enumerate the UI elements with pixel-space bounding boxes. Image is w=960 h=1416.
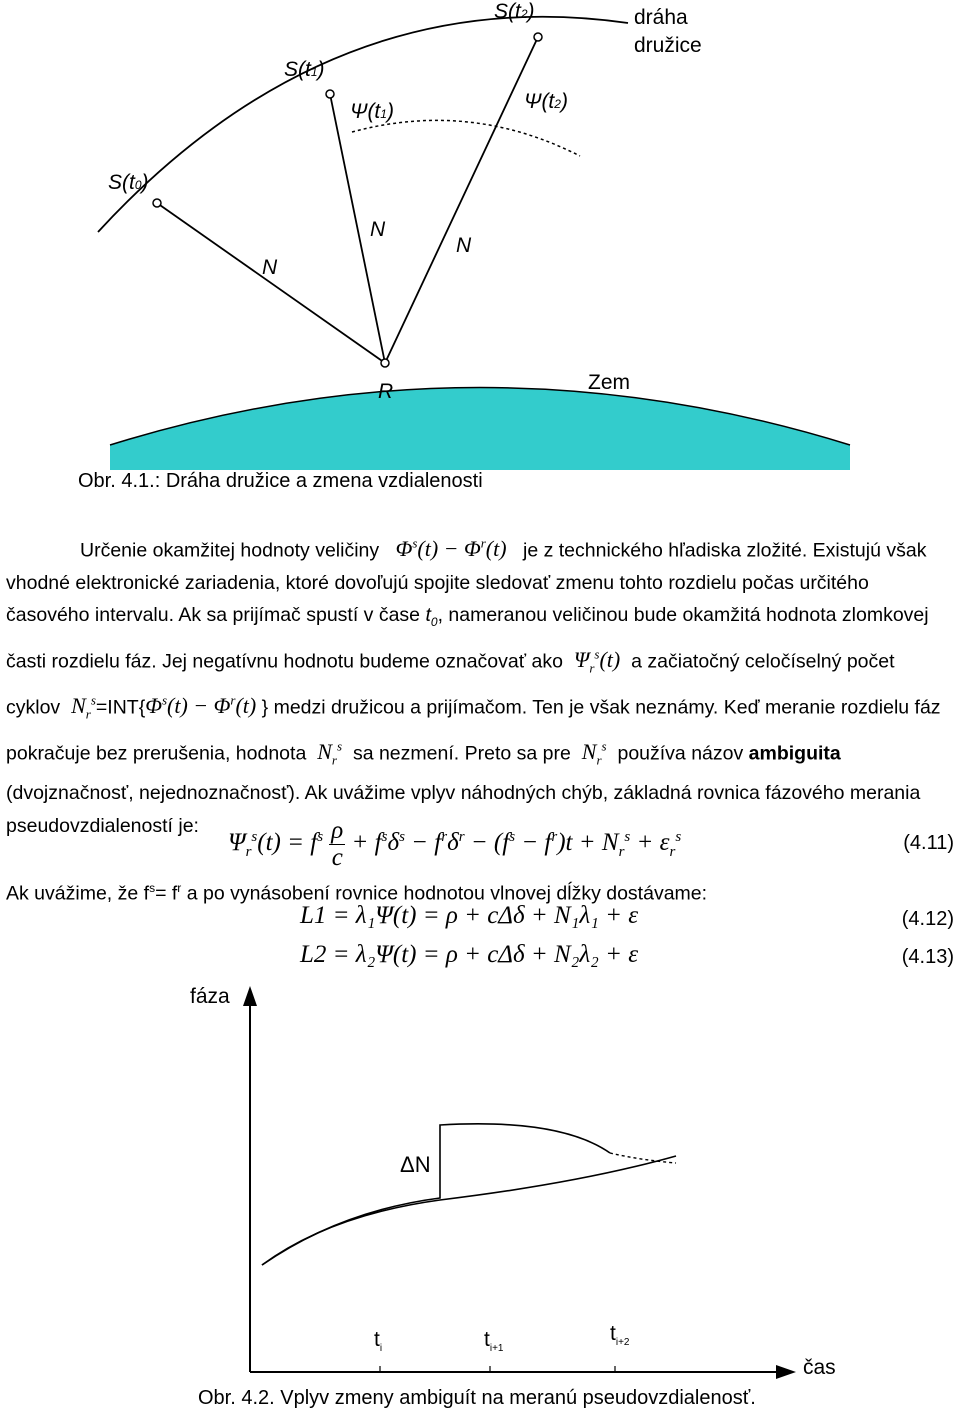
label-s-t2: S(t2) bbox=[494, 0, 535, 23]
y-axis-label: fáza bbox=[190, 985, 230, 1008]
body-paragraph-1: Určenie okamžitej hodnoty veličiny $\Phi^s(t) - \Phi^r(t)$ je z technického hľadiska zložité. Existujú však vhodné elektronické zariadenia, ktoré dovoľujú spojite sledovať zmenu tohto rozdielu počas určitého časového intervalu. Ak sa prijímač spustí v čase $t_0$, nameranou veličinou bude okamžitá hodnota zlomkovej časti rozdielu fáz. Jej negatívnu hodnotu budeme označovať ako $\Psi_r^s(t)$ a začiatočný celočíselný počet cyklov $N_r^s=INT\{\Phi^s(t) - \Phi^r(t)$ } medzi družicou a prijímačom. Ten je však neznámy. Keď meranie rozdielu fáz pokračuje bez prerušenia, hodnota $N_r^s$ sa nezmení. Preto sa pre $N_r^s$ používa názov ambiguita (dvojznačnosť, nejednoznačnosť). Ak uvážime vplyv náhodných chýb, základná rovnica fázového merania pseudovzdialeností je: bbox=[6, 536, 941, 837]
phase-difference-formula: $\Phi^s(t) - \Phi^r(t)$ bbox=[384, 536, 518, 562]
label-n-t2: N bbox=[456, 234, 472, 257]
label-psi-t2: Ψ(t2) bbox=[524, 90, 568, 113]
label-earth: Zem bbox=[588, 371, 630, 394]
equation-4-13-number: (4.13) bbox=[901, 946, 954, 968]
label-n-t0: N bbox=[262, 256, 278, 279]
tick-label-i1: $t_{i+1}$ bbox=[484, 1328, 504, 1355]
tick-label-i2: $t_{i+2}$ bbox=[610, 1322, 630, 1349]
label-receiver: R bbox=[378, 380, 394, 403]
equation-4-12-number: (4.12) bbox=[901, 908, 954, 930]
label-s-t1: S(t1) bbox=[284, 58, 325, 81]
tick-label-i: $t_i$ bbox=[374, 1328, 383, 1355]
label-orbit: dráha družice bbox=[634, 6, 702, 57]
x-axis-arrow bbox=[776, 1365, 796, 1379]
phase-curve-with-jump bbox=[262, 1124, 610, 1265]
equation-4-11-number: (4.11) bbox=[903, 832, 954, 854]
label-s-t0: S(t0) bbox=[108, 171, 149, 194]
delta-n-label: ΔN bbox=[400, 1152, 431, 1177]
x-axis-label: čas bbox=[803, 1356, 836, 1379]
equation-4-12: L1 = λ₁Ψ(t) = ρ + cΔδ + N₁λ₁ + ε bbox=[300, 902, 639, 929]
body-paragraph-2: Ak uvážime, že $f^s= f^r$ a po vynásobení rovnice hodnotou vlnovej dĺžky dostávame: bbox=[6, 881, 708, 905]
y-axis-arrow bbox=[243, 986, 257, 1006]
label-psi-t1: Ψ(t1) bbox=[350, 100, 394, 123]
label-n-t1: N bbox=[370, 218, 386, 241]
figure1-caption: Obr. 4.1.: Dráha družice a zmena vzdialenosti bbox=[78, 470, 483, 492]
equation-4-11: $\Psi_r^s(t) = f^s$ $\frac{\rho}{c}$ + $f^s\delta^s - f^r\delta^r - (f^s - f^r)t + N_r^s + \varepsilon_r^s$ bbox=[228, 817, 682, 871]
figure2-caption: Obr. 4.2. Vplyv zmeny ambiguít na meranú pseudovzdialenosť. bbox=[198, 1387, 756, 1409]
phase-curve-lower bbox=[262, 1156, 676, 1265]
equation-4-13: L2 = λ₂Ψ(t) = ρ + cΔδ + N₂λ₂ + ε bbox=[300, 941, 639, 968]
